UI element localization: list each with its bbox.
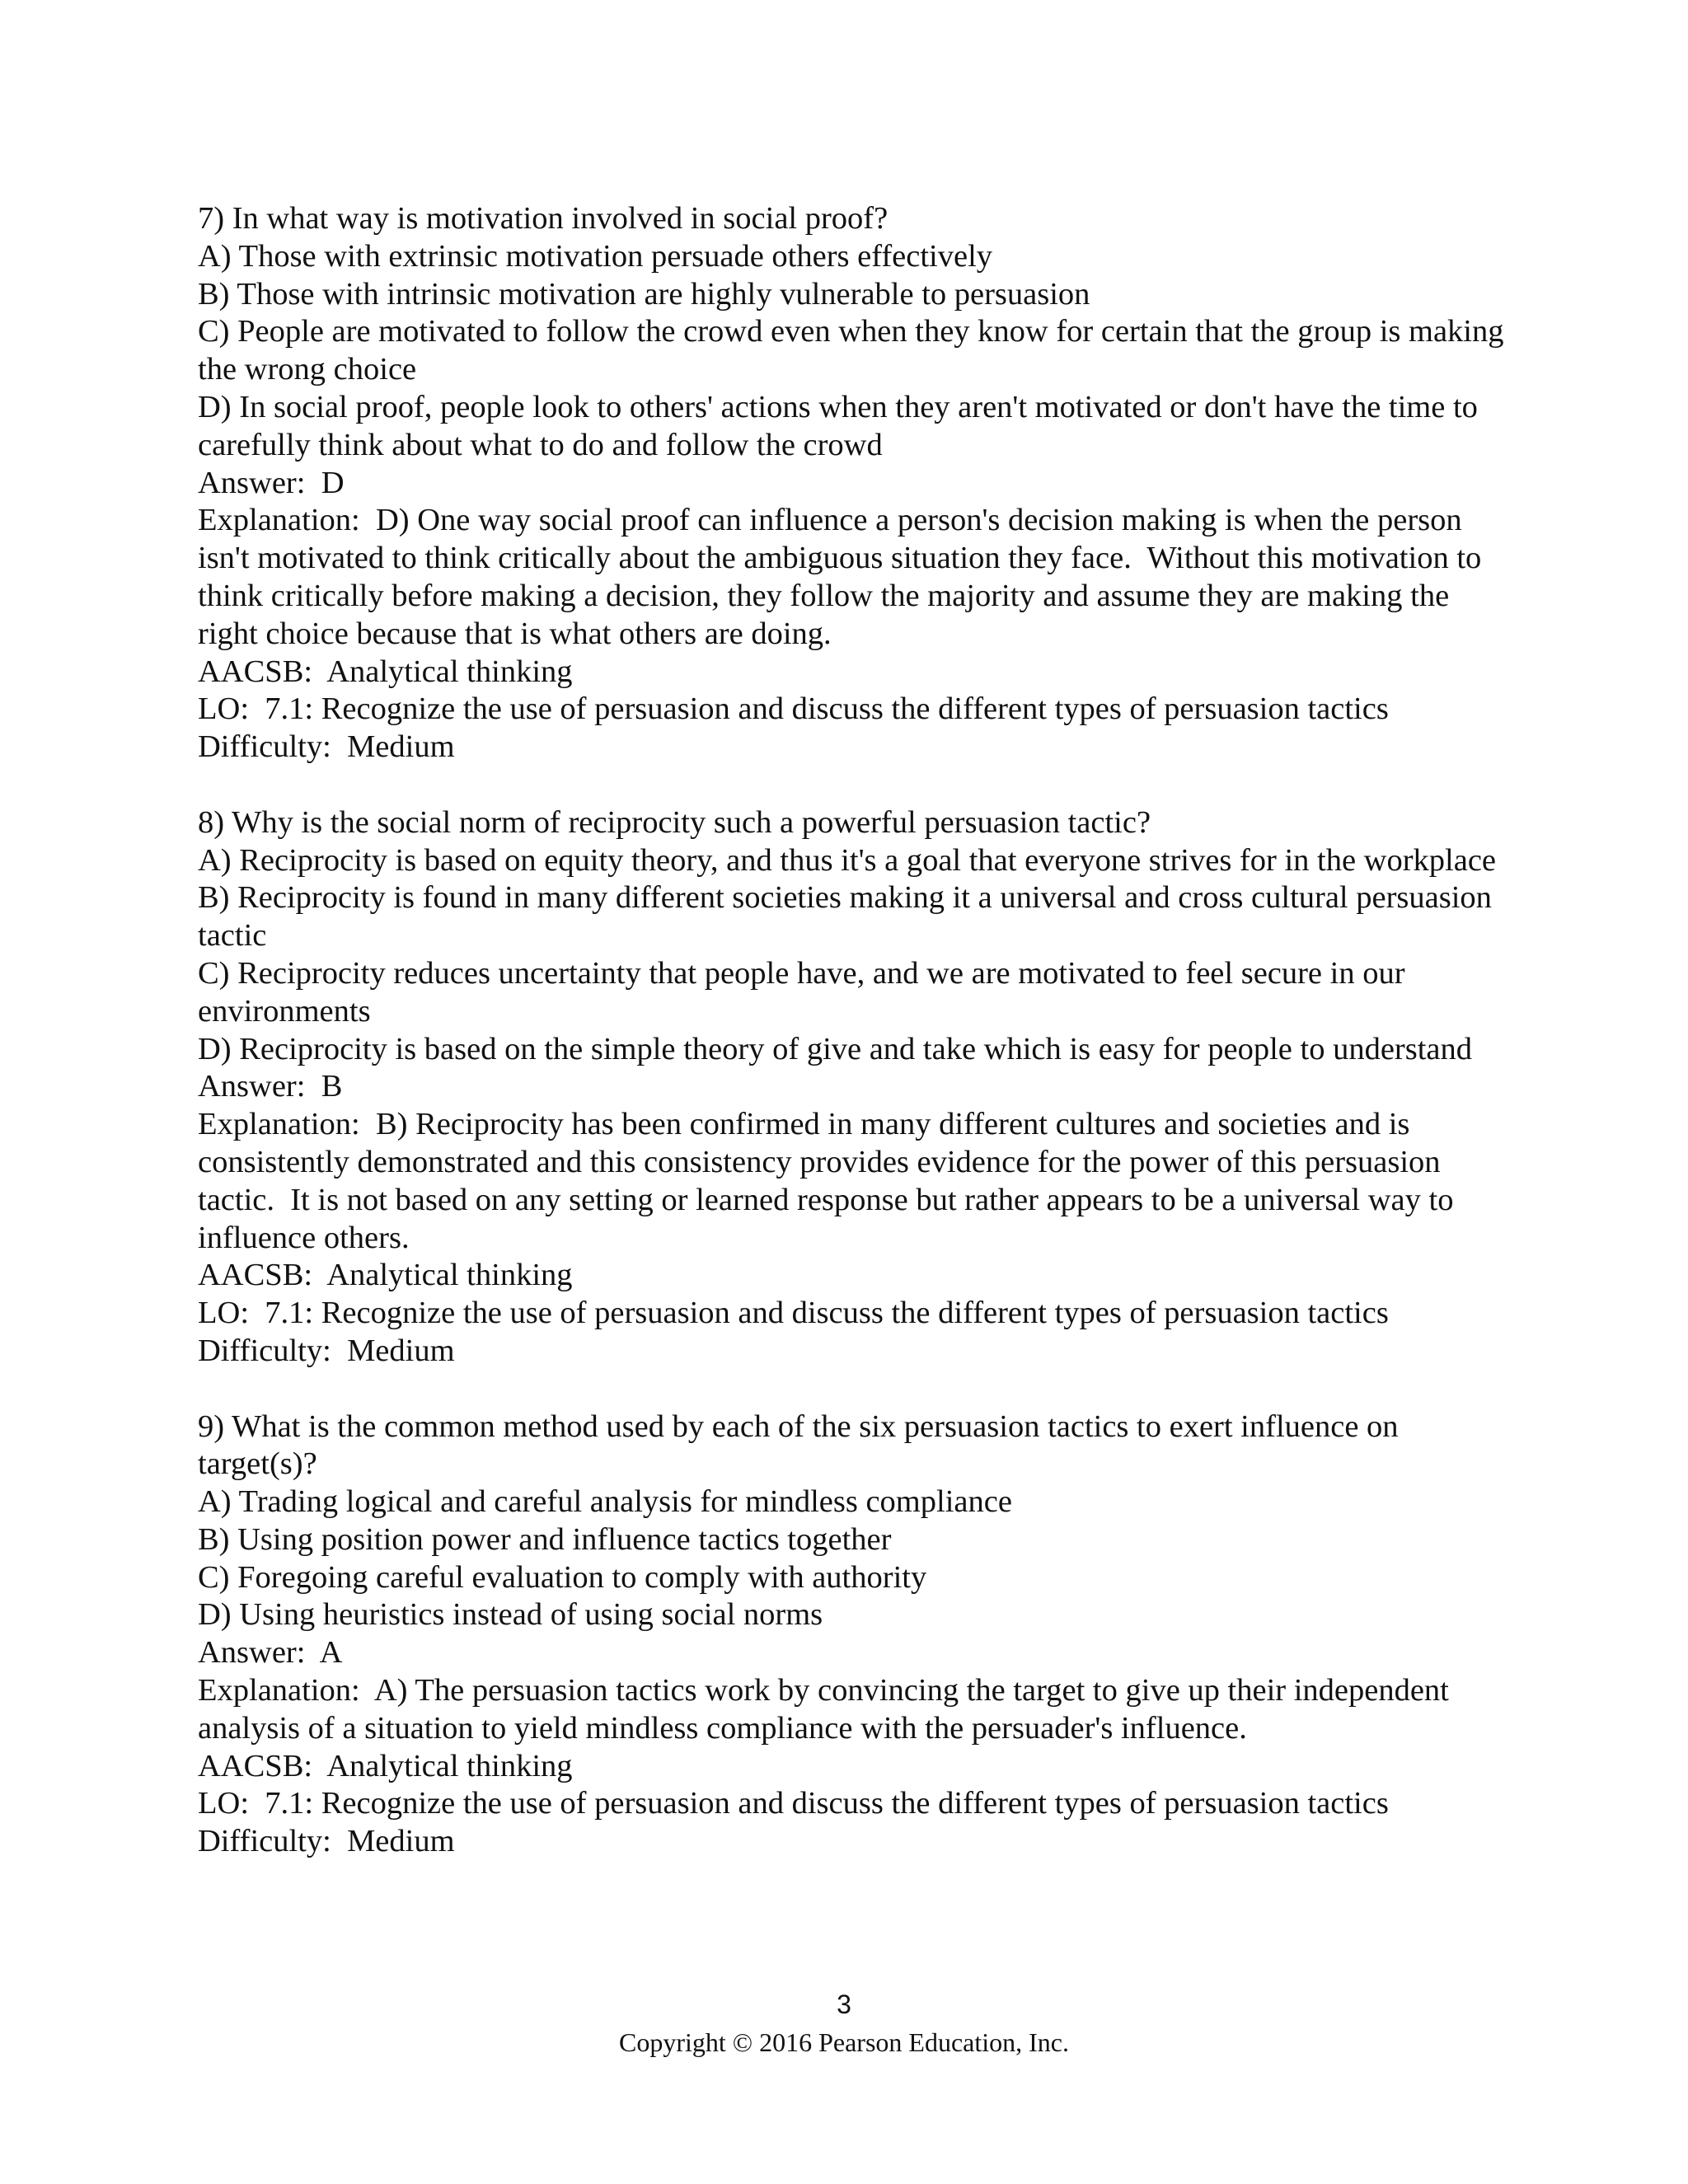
explanation: Explanation: A) The persuasion tactics work by convincing the target to give up their independent analysis of a situation to yield mindless compliance with the persuader's influence. xyxy=(198,1673,1457,1746)
option-d: D) In social proof, people look to others' actions when they aren't motivated or don't have the time to carefully think about what to do and follow the crowd xyxy=(198,389,1478,462)
option-a: A) Trading logical and careful analysis for mindless compliance xyxy=(198,1484,1012,1520)
answer: Answer: B xyxy=(198,1069,343,1104)
option-a: A) Those with extrinsic motivation persuade others effectively xyxy=(198,238,993,274)
explanation: Explanation: B) Reciprocity has been confirmed in many different cultures and societies and is consistently demonstrated and this consistency provides evidence for the power of this persuasion tactic. It is not based on any setting or learned response but rather appears to be a universal way to influence others. xyxy=(198,1107,1462,1255)
answer: Answer: A xyxy=(198,1635,343,1671)
spacer xyxy=(198,1371,1517,1408)
copyright-notice: Copyright © 2016 Pearson Education, Inc. xyxy=(619,2027,1069,2057)
aacsb: AACSB: Analytical thinking xyxy=(198,1258,573,1293)
learning-objective: LO: 7.1: Recognize the use of persuasion and discuss the different types of persuasion tactics xyxy=(198,691,1389,727)
question-block-7 xyxy=(198,200,1517,766)
question-block-9 xyxy=(198,1408,1517,1862)
question-text: 9) What is the common method used by each of the six persuasion tactics to exert influence on target(s)? xyxy=(198,1408,1399,1482)
option-b: B) Using position power and influence tactics together xyxy=(198,1521,892,1557)
option-a: A) Reciprocity is based on equity theory, and thus it's a goal that everyone strives for in the workplace xyxy=(198,842,1497,878)
explanation: Explanation: D) One way social proof can influence a person's decision making is when the person isn't motivated to think critically about the ambiguous situation they face. Without this motivation to think critically before making a decision, they follow the majority and assume they are making the right choice because that is what others are doing. xyxy=(198,503,1489,651)
aacsb: AACSB: Analytical thinking xyxy=(198,654,573,689)
option-d: D) Reciprocity is based on the simple theory of give and take which is easy for people to understand xyxy=(198,1031,1472,1066)
difficulty: Difficulty: Medium xyxy=(198,1333,455,1368)
option-b: B) Reciprocity is found in many different societies making it a universal and cross cultural persuasion tactic xyxy=(198,880,1492,954)
question-block-8 xyxy=(198,804,1517,1371)
answer: Answer: D xyxy=(198,465,345,500)
option-c: C) People are motivated to follow the crowd even when they know for certain that the group is making the wrong choice xyxy=(198,314,1504,387)
page-number: 3 xyxy=(837,1990,851,2019)
option-d: D) Using heuristics instead of using social norms xyxy=(198,1597,823,1633)
option-c: C) Foregoing careful evaluation to comply with authority xyxy=(198,1559,927,1595)
difficulty: Difficulty: Medium xyxy=(198,729,455,765)
question-text: 7) In what way is motivation involved in social proof? xyxy=(198,201,889,236)
spacer xyxy=(198,766,1517,804)
document-body xyxy=(198,200,1517,1861)
question-text: 8) Why is the social norm of reciprocity such a powerful persuasion tactic? xyxy=(198,804,1151,840)
option-b: B) Those with intrinsic motivation are highly vulnerable to persuasion xyxy=(198,276,1090,312)
learning-objective: LO: 7.1: Recognize the use of persuasion and discuss the different types of persuasion tactics xyxy=(198,1786,1389,1821)
aacsb: AACSB: Analytical thinking xyxy=(198,1748,573,1783)
option-c: C) Reciprocity reduces uncertainty that people have, and we are motivated to feel secure in our environments xyxy=(198,955,1405,1029)
learning-objective: LO: 7.1: Recognize the use of persuasion and discuss the different types of persuasion tactics xyxy=(198,1296,1389,1331)
difficulty: Difficulty: Medium xyxy=(198,1824,455,1859)
